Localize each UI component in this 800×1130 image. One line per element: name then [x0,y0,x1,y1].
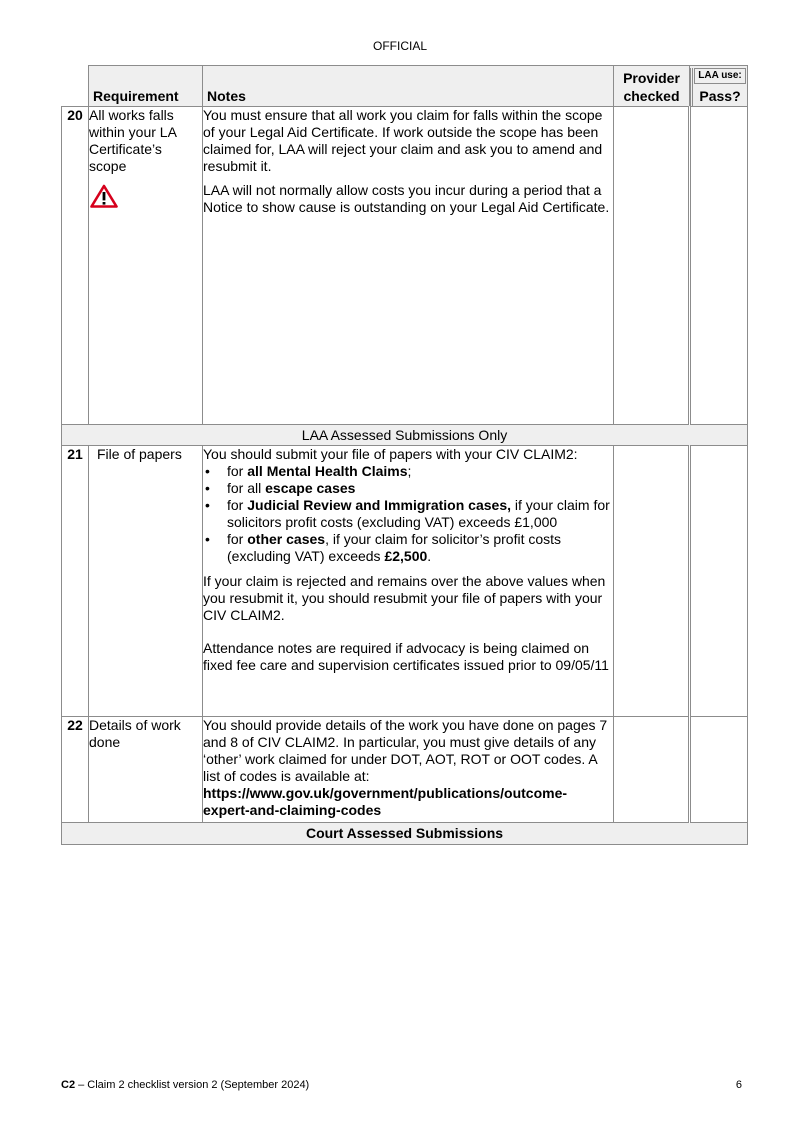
laa-pass-cell[interactable] [690,107,748,425]
section-title: LAA Assessed Submissions Only [62,425,748,446]
row-number: 20 [62,107,89,425]
footer-text: – Claim 2 checklist version 2 (September 2024) [75,1079,310,1091]
section-title: Court Assessed Submissions [62,823,748,845]
classification-marking: OFFICIAL [372,39,427,53]
row-notes [203,446,614,717]
provider-checked-cell[interactable] [614,717,690,823]
checklist-table [61,65,748,845]
footer-page-number: 6 [735,1079,742,1091]
table-row-20 [62,107,748,425]
header-laa-use: LAA use: [694,68,746,84]
header-pass: Pass? [699,88,741,104]
laa-pass-cell[interactable] [690,446,748,717]
warning-icon [90,184,118,208]
laa-pass-cell[interactable] [690,717,748,823]
header-laa-pass [690,66,748,107]
notes-paragraph: Attendance notes are required if advocacy is being claimed on fixed fee care and supervision certificates issued prior to 09/05/11 [203,640,609,673]
provider-checked-cell[interactable] [614,446,690,717]
row-requirement: All works falls within your LA Certificate’s scope [89,107,177,174]
header-requirement: Requirement [89,66,203,107]
header-blank-cell [62,66,89,107]
table-row-21 [62,446,748,717]
header-provider-line2: checked [623,88,680,104]
codes-link[interactable]: https://www.gov.uk/government/publications/outcome-expert-and-claiming-codes [203,785,568,818]
row-notes [203,717,614,823]
list-item: • for all escape cases [203,480,613,497]
section-row-laa-assessed [62,425,748,446]
footer-code: C2 [61,1079,76,1091]
table-header-row [62,66,748,107]
notes-bullet-list [203,463,613,565]
row-notes [203,107,614,425]
header-notes: Notes [203,66,614,107]
row-requirement: Details of work done [89,717,203,823]
table-row-22 [62,717,748,823]
row-number: 22 [62,717,89,823]
footer-document-title [61,1079,309,1091]
list-item: • for other cases, if your claim for solicitor’s profit costs (excluding VAT) exceeds £2,500. [203,531,613,565]
notes-paragraph: You must ensure that all work you claim for falls within the scope of your Legal Aid Certificate. If work outside the scope has been claimed for, LAA will reject your claim and ask you to amend and resubmit it. [203,107,603,174]
row-requirement-cell [89,107,203,425]
notes-paragraph: LAA will not normally allow costs you incur during a period that a Notice to show cause is outstanding on your Legal Aid Certificate. [203,182,610,215]
header-provider-line1: Provider [623,70,680,86]
row-number: 21 [62,446,89,717]
list-item: • for all Mental Health Claims; [203,463,613,480]
provider-checked-cell[interactable] [614,107,690,425]
list-item: • for Judicial Review and Immigration cases, if your claim for solicitors profit costs (excluding VAT) exceeds £1,000 [203,497,613,531]
header-provider-checked [614,66,690,107]
section-row-court-assessed [62,823,748,845]
row-requirement: File of papers [89,446,203,717]
notes-paragraph: If your claim is rejected and remains over the above values when you resubmit it, you should resubmit your file of papers with your CIV CLAIM2. [203,573,606,623]
notes-intro: You should submit your file of papers with your CIV CLAIM2: [203,446,578,462]
notes-paragraph: You should provide details of the work you have done on pages 7 and 8 of CIV CLAIM2. In particular, you must give details of any ‘other’ work claimed for under DOT, AOT, ROT or OOT codes. A list of codes is available at: [203,717,608,784]
